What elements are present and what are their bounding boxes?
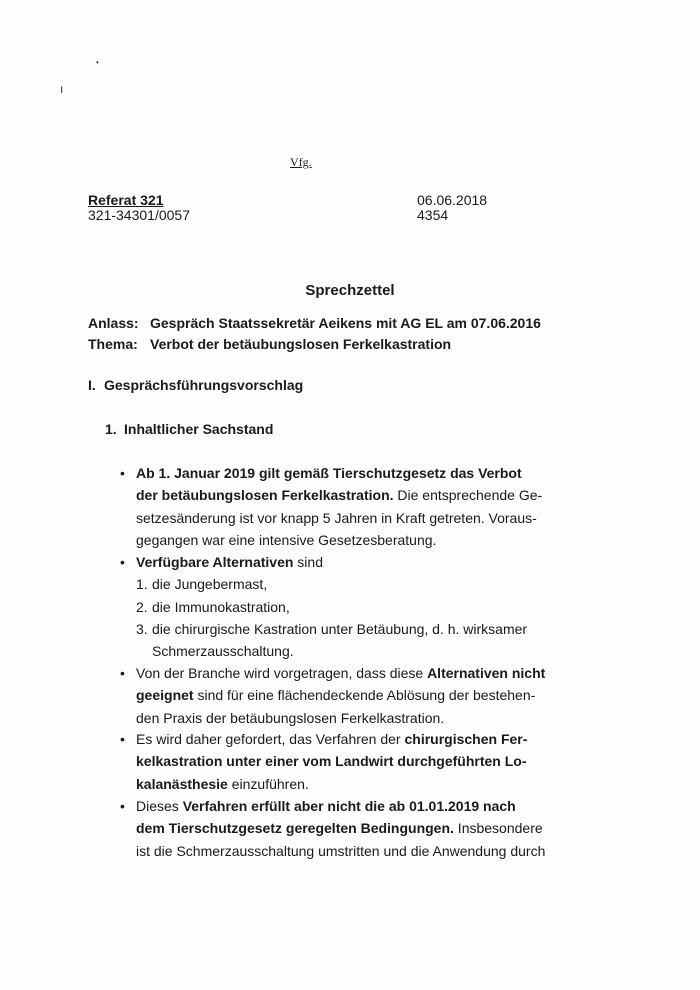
file-number: 321-34301/0057 [88,207,190,223]
vfg-mark: Vfg. [290,155,312,169]
page-title: Sprechzettel [305,282,395,299]
list-item: die Immunokastration, [152,599,290,615]
subsection-number: 1. [105,421,117,437]
list-item: die Jungebermast, [152,576,268,592]
bullet-icon: • [120,465,125,481]
bullet-paragraph-4 [136,728,527,795]
bullet4-line3-bold: kalanästhesie [136,775,228,792]
list-number: 3. [136,621,148,637]
bullet-icon: • [120,731,125,747]
margin-mark: ı [60,82,64,96]
section-number: I. [88,377,96,393]
bullet2-rest: sind [293,554,323,570]
bullet1-line2-bold: der betäubungslosen Ferkelkastration. [136,487,394,504]
bullet5-line2: Insbesondere [453,820,543,837]
bullet5-line1: Dieses [136,798,183,814]
bullet1-line2: Die entsprechende Ge- [393,487,543,504]
anlass-text: Gespräch Staatssekretär Aeikens mit AG EL am 07.06.2016 [150,315,541,331]
bullet3-line2: sind für eine flächendeckende Ablösung der bestehen- [193,687,536,704]
list-item-continuation: Schmerzausschaltung. [152,643,294,659]
section-heading: Gesprächsführungsvorschlag [104,377,304,393]
list-number: 1. [136,576,148,592]
bullet1-line1: Ab 1. Januar 2019 gilt gemäß Tierschutzgesetz das Verbot [136,465,522,481]
bullet4-line1-bold: chirurgischen Fer- [404,731,528,747]
bullet-icon: • [120,554,125,570]
bullet1-line3: setzesänderung ist vor knapp 5 Jahren in Kraft getreten. Voraus- [136,509,537,526]
bullet2-bold: Verfügbare Alternativen [136,554,294,570]
list-number: 2. [136,599,148,615]
document-date: 06.06.2018 [417,192,488,208]
bullet5-line2-bold: dem Tierschutzgesetz geregelten Bedingungen. [136,820,454,837]
bullet-paragraph-2 [136,551,323,573]
bullet-icon: • [120,798,125,814]
list-item: die chirurgische Kastration unter Betäubung, d. h. wirksamer [152,621,528,637]
thema-label: Thema: [88,336,138,352]
phone-extension: 4354 [417,207,449,223]
bullet3-line3: den Praxis der betäubungslosen Ferkelkastration. [136,709,445,726]
margin-dot: • [96,58,99,67]
referat-label: Referat 321 [88,192,164,208]
bullet4-line1: Es wird daher gefordert, das Verfahren der [136,731,405,747]
bullet-icon: • [120,665,125,681]
bullet5-line1-bold: Verfahren erfüllt aber nicht die ab 01.01.2019 nach [182,798,516,814]
bullet-paragraph-5 [136,795,545,862]
bullet-paragraph-3 [136,662,545,729]
bullet3-line1: Von der Branche wird vorgetragen, dass diese [136,665,428,681]
bullet4-line3: einzuführen. [227,775,309,792]
bullet3-line2-bold: geeignet [136,687,194,704]
bullet5-line3: ist die Schmerzausschaltung umstritten und die Anwendung durch [136,842,546,859]
thema-text: Verbot der betäubungslosen Ferkelkastration [150,336,452,352]
bullet4-line2-bold: kelkastration unter einer vom Landwirt durchgeführten Lo- [136,753,527,770]
bullet3-line1-bold: Alternativen nicht [427,665,546,681]
anlass-label: Anlass: [88,315,139,331]
bullet-paragraph-1 [136,462,542,552]
bullet1-line4: gegangen war eine intensive Gesetzesberatung. [136,532,437,549]
subsection-heading: Inhaltlicher Sachstand [124,421,274,437]
